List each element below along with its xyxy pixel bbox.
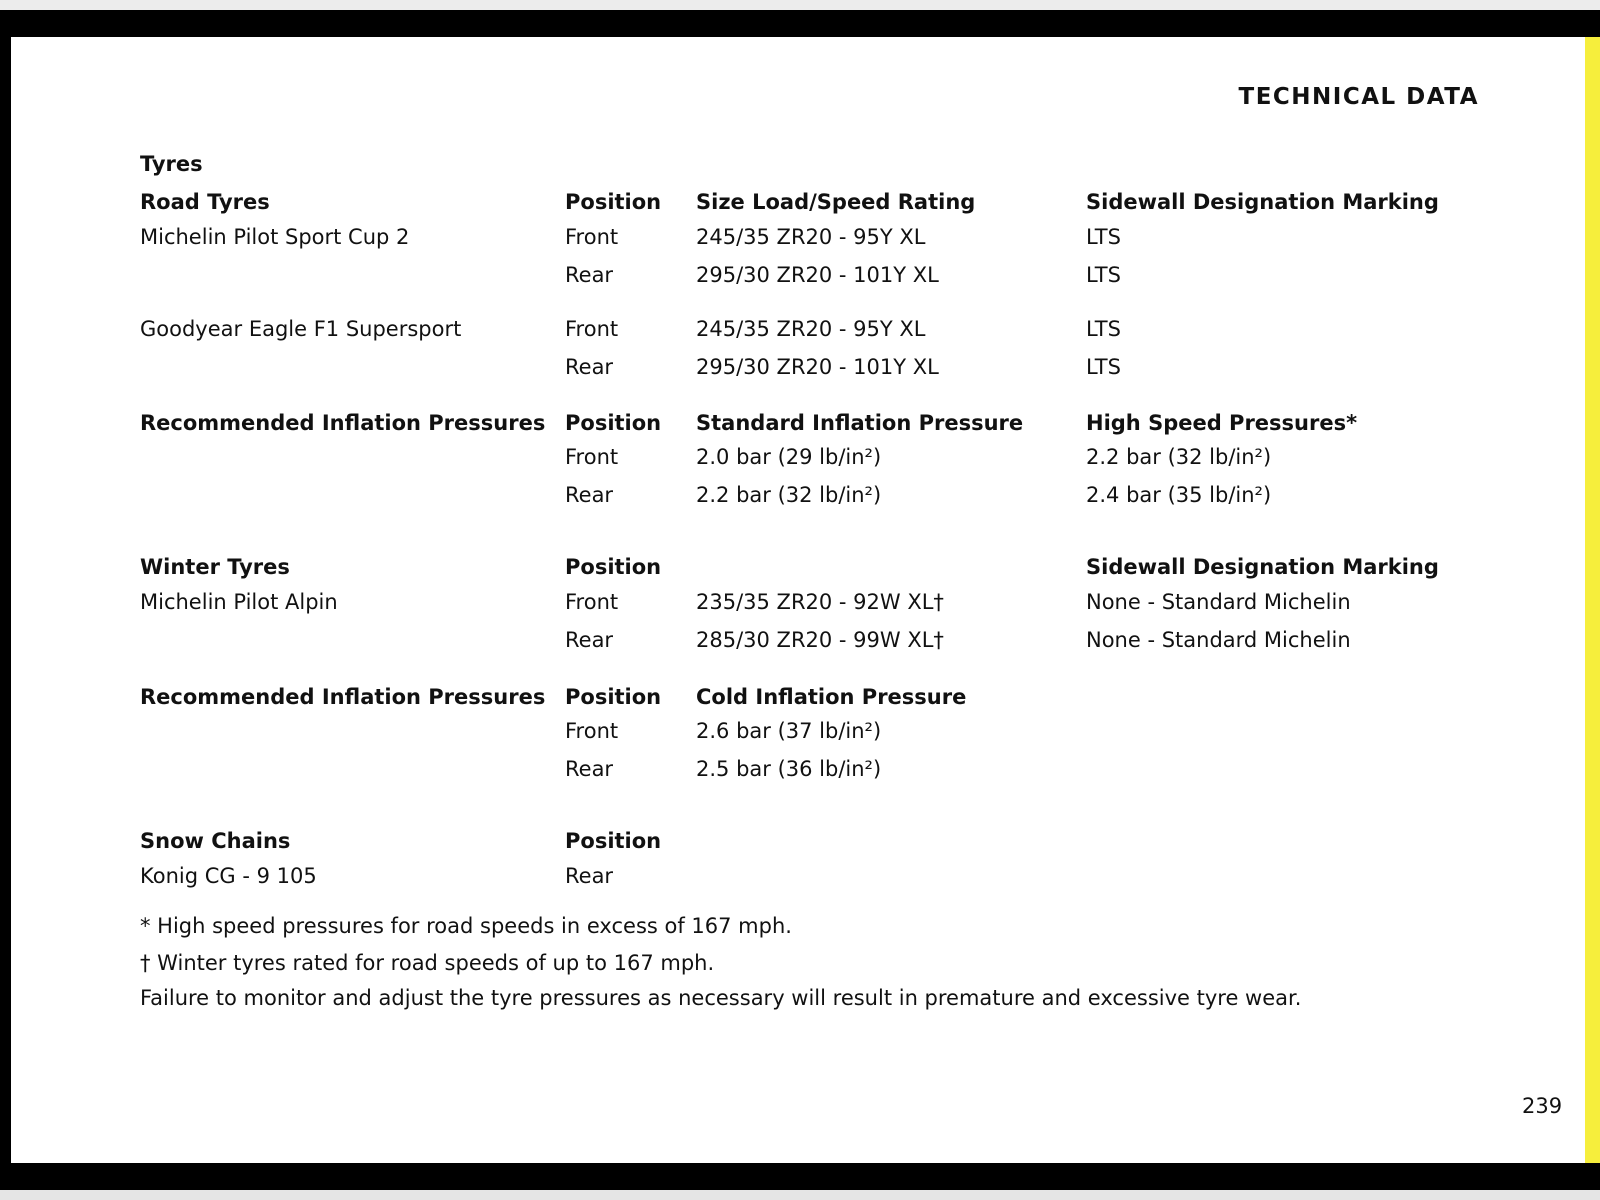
table-row-position: Front [565,225,619,249]
table-row-size: 245/35 ZR20 - 95Y XL [696,317,926,341]
winter-tyres-sidewall-header: Sidewall Designation Marking [1086,555,1439,579]
table-row-cold: 2.6 bar (37 lb/in²) [696,719,882,743]
left-black-band [0,10,11,1180]
table-row-brand: Michelin Pilot Sport Cup 2 [140,225,410,249]
page-number: 239 [1522,1094,1563,1118]
yellow-accent-strip [1585,37,1600,1163]
table-row-sidewall: LTS [1086,355,1121,379]
bottom-edge [0,1190,1600,1200]
road-tyres-position-header: Position [565,190,662,214]
footnote-high-speed: * High speed pressures for road speeds in excess of 167 mph. [140,914,792,938]
table-row-position: Rear [565,483,614,507]
table-row-sidewall: LTS [1086,225,1121,249]
top-black-band [0,10,1600,37]
road-tyres-size-header: Size Load/Speed Rating [696,190,976,214]
page-header: TECHNICAL DATA [1238,84,1479,110]
table-row-size: 295/30 ZR20 - 101Y XL [696,355,939,379]
snow-chains-position-header: Position [565,829,662,853]
winter-tyres-position-header: Position [565,555,662,579]
table-row-position: Rear [565,864,614,888]
road-pressures-position-header: Position [565,411,662,435]
table-row-high: 2.2 bar (32 lb/in²) [1086,445,1272,469]
table-row-size: 295/30 ZR20 - 101Y XL [696,263,939,287]
road-pressures-high-header: High Speed Pressures* [1086,411,1358,435]
table-row-standard: 2.2 bar (32 lb/in²) [696,483,882,507]
table-row-position: Front [565,590,619,614]
table-row-sidewall: None - Standard Michelin [1086,628,1351,652]
table-row-position: Rear [565,628,614,652]
table-row-sidewall: LTS [1086,263,1121,287]
top-edge [0,0,1600,10]
table-row-position: Rear [565,757,614,781]
winter-pressures-cold-header: Cold Inflation Pressure [696,685,967,709]
table-row-size: 235/35 ZR20 - 92W XL† [696,590,944,614]
winter-pressures-position-header: Position [565,685,662,709]
table-row-brand: Michelin Pilot Alpin [140,590,338,614]
table-row-position: Front [565,445,619,469]
table-row-model: Konig CG - 9 105 [140,864,317,888]
section-title: Tyres [140,152,203,176]
bottom-black-band [0,1163,1600,1190]
road-pressures-standard-header: Standard Inflation Pressure [696,411,1024,435]
warning-note: Failure to monitor and adjust the tyre pressures as necessary will result in premature and excessive tyre wear. [140,986,1302,1010]
table-row-cold: 2.5 bar (36 lb/in²) [696,757,882,781]
table-row-position: Front [565,317,619,341]
table-row-high: 2.4 bar (35 lb/in²) [1086,483,1272,507]
table-row-brand: Goodyear Eagle F1 Supersport [140,317,462,341]
winter-tyres-heading: Winter Tyres [140,555,290,579]
table-row-position: Rear [565,263,614,287]
table-row-sidewall: None - Standard Michelin [1086,590,1351,614]
road-tyres-sidewall-header: Sidewall Designation Marking [1086,190,1439,214]
table-row-position: Front [565,719,619,743]
table-row-sidewall: LTS [1086,317,1121,341]
winter-pressures-heading: Recommended Inflation Pressures [140,685,546,709]
table-row-position: Rear [565,355,614,379]
table-row-standard: 2.0 bar (29 lb/in²) [696,445,882,469]
footnote-winter: † Winter tyres rated for road speeds of up to 167 mph. [140,951,715,975]
table-row-size: 285/30 ZR20 - 99W XL† [696,628,944,652]
road-pressures-heading: Recommended Inflation Pressures [140,411,546,435]
table-row-size: 245/35 ZR20 - 95Y XL [696,225,926,249]
snow-chains-heading: Snow Chains [140,829,291,853]
road-tyres-heading: Road Tyres [140,190,270,214]
